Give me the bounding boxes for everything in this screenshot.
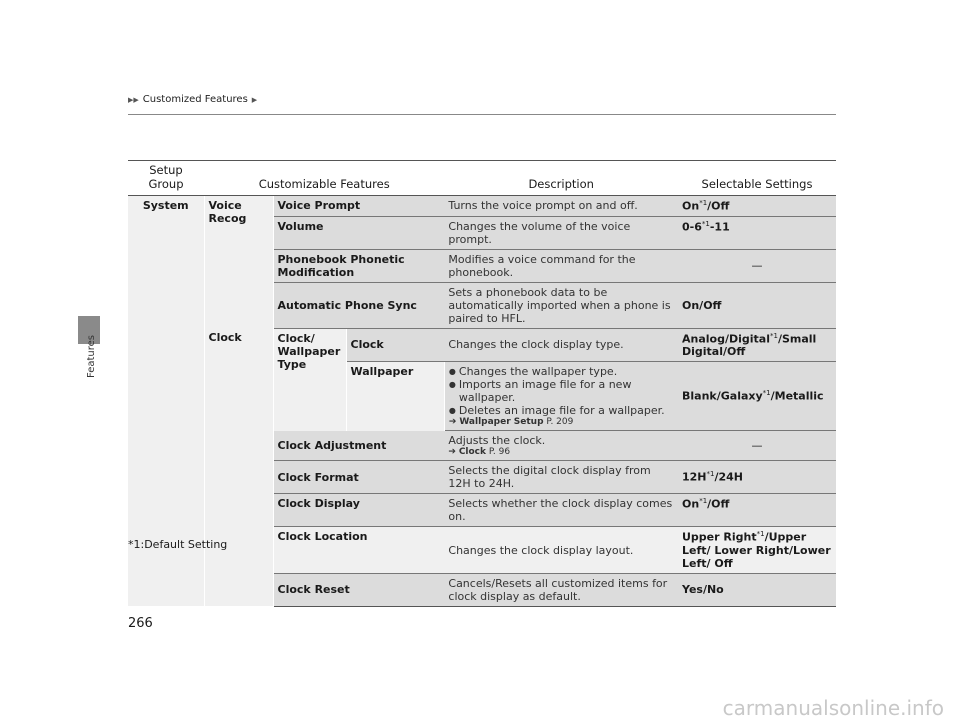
settings-clock-reset: Yes/No [678,573,836,606]
desc-clock-adjustment: Adjusts the clock. ➔ Clock P. 96 [444,431,678,461]
feature-clock: Clock [346,328,444,362]
desc-clock-location: Changes the clock display layout. [444,527,678,574]
sidebar [0,0,100,722]
settings-clock: Analog/Digital$^{*1}$/Small Digital/Off [678,328,836,362]
header-description: Description [444,161,678,196]
settings-voice-prompt: On$^{*1}$/Off [678,196,836,217]
section-label: Features [86,335,97,378]
customized-features-table [128,160,836,607]
wallpaper-bullet: ● Imports an image file for a new wallpaper. [459,378,674,404]
settings-automatic-phone-sync: On/Off [678,282,836,328]
settings-volume: 0-6$^{*1}$-11 [678,216,836,249]
feature-clock-location: Clock Location [273,527,444,574]
watermark: carmanualsonline.info [722,696,944,720]
feature-clock-adjustment: Clock Adjustment [273,431,444,461]
header-setup-group: Setup Group [128,161,204,196]
wallpaper-bullet: ● Deletes an image file for a wallpaper. [459,404,674,417]
feature-clock-display: Clock Display [273,494,444,527]
settings-clock-adjustment: — [678,431,836,461]
desc-wallpaper [444,362,678,431]
wallpaper-bullet: ● Changes the wallpaper type. [459,365,674,378]
feature-clock-wallpaper-type: Clock/ Wallpaper Type [273,328,346,431]
clock-ref[interactable]: ➔ Clock P. 96 [448,447,511,458]
header-customizable-features: Customizable Features [204,161,444,196]
settings-clock-location: Upper Right$^{*1}$/Upper Left/ Lower Right/Lower Left/ Off [678,527,836,574]
triangle-right-icon: ▶▶ [128,95,139,104]
feature-clock-format: Clock Format [273,461,444,494]
desc-clock-format: Selects the digital clock display from 12H to 24H. [444,461,678,494]
breadcrumb-item[interactable]: Customized Features [142,94,248,105]
feature-clock-reset: Clock Reset [273,573,444,606]
subgroup-voice-recog: Voice Recog [204,196,273,329]
settings-wallpaper: Blank/Galaxy$^{*1}$/Metallic [678,362,836,431]
desc-clock: Changes the clock display type. [444,328,678,362]
settings-phonebook-phonetic: — [678,249,836,282]
desc-volume: Changes the volume of the voice prompt. [444,216,678,249]
feature-voice-prompt: Voice Prompt [273,196,444,217]
group-system: System [128,196,204,607]
settings-clock-display: On$^{*1}$/Off [678,494,836,527]
desc-automatic-phone-sync: Sets a phonebook data to be automatically imported when a phone is paired to HFL. [444,282,678,328]
page-number: 266 [128,616,153,631]
settings-clock-format: $12H^{*1}/24H$ [678,461,836,494]
desc-clock-reset: Cancels/Resets all customized items for clock display as default. [444,573,678,606]
reference-arrow-icon: ➔ [448,447,456,458]
feature-wallpaper: Wallpaper [346,362,444,431]
subgroup-clock: Clock [204,328,273,606]
footnote-default-setting: *1:Default Setting [128,538,228,551]
header-divider [128,114,836,115]
header-selectable-settings: Selectable Settings [678,161,836,196]
feature-phonebook-phonetic: Phonebook Phonetic Modification [273,249,444,282]
breadcrumb [128,94,257,105]
reference-arrow-icon: ➔ [448,417,457,428]
desc-clock-display: Selects whether the clock display comes on. [444,494,678,527]
desc-phonebook-phonetic: Modifies a voice command for the phonebook. [444,249,678,282]
desc-voice-prompt: Turns the voice prompt on and off. [444,196,678,217]
wallpaper-setup-ref[interactable]: ➔ Wallpaper Setup P. 209 [448,417,574,428]
feature-volume: Volume [273,216,444,249]
triangle-right-icon: ▶ [251,95,258,104]
feature-automatic-phone-sync: Automatic Phone Sync [273,282,444,328]
